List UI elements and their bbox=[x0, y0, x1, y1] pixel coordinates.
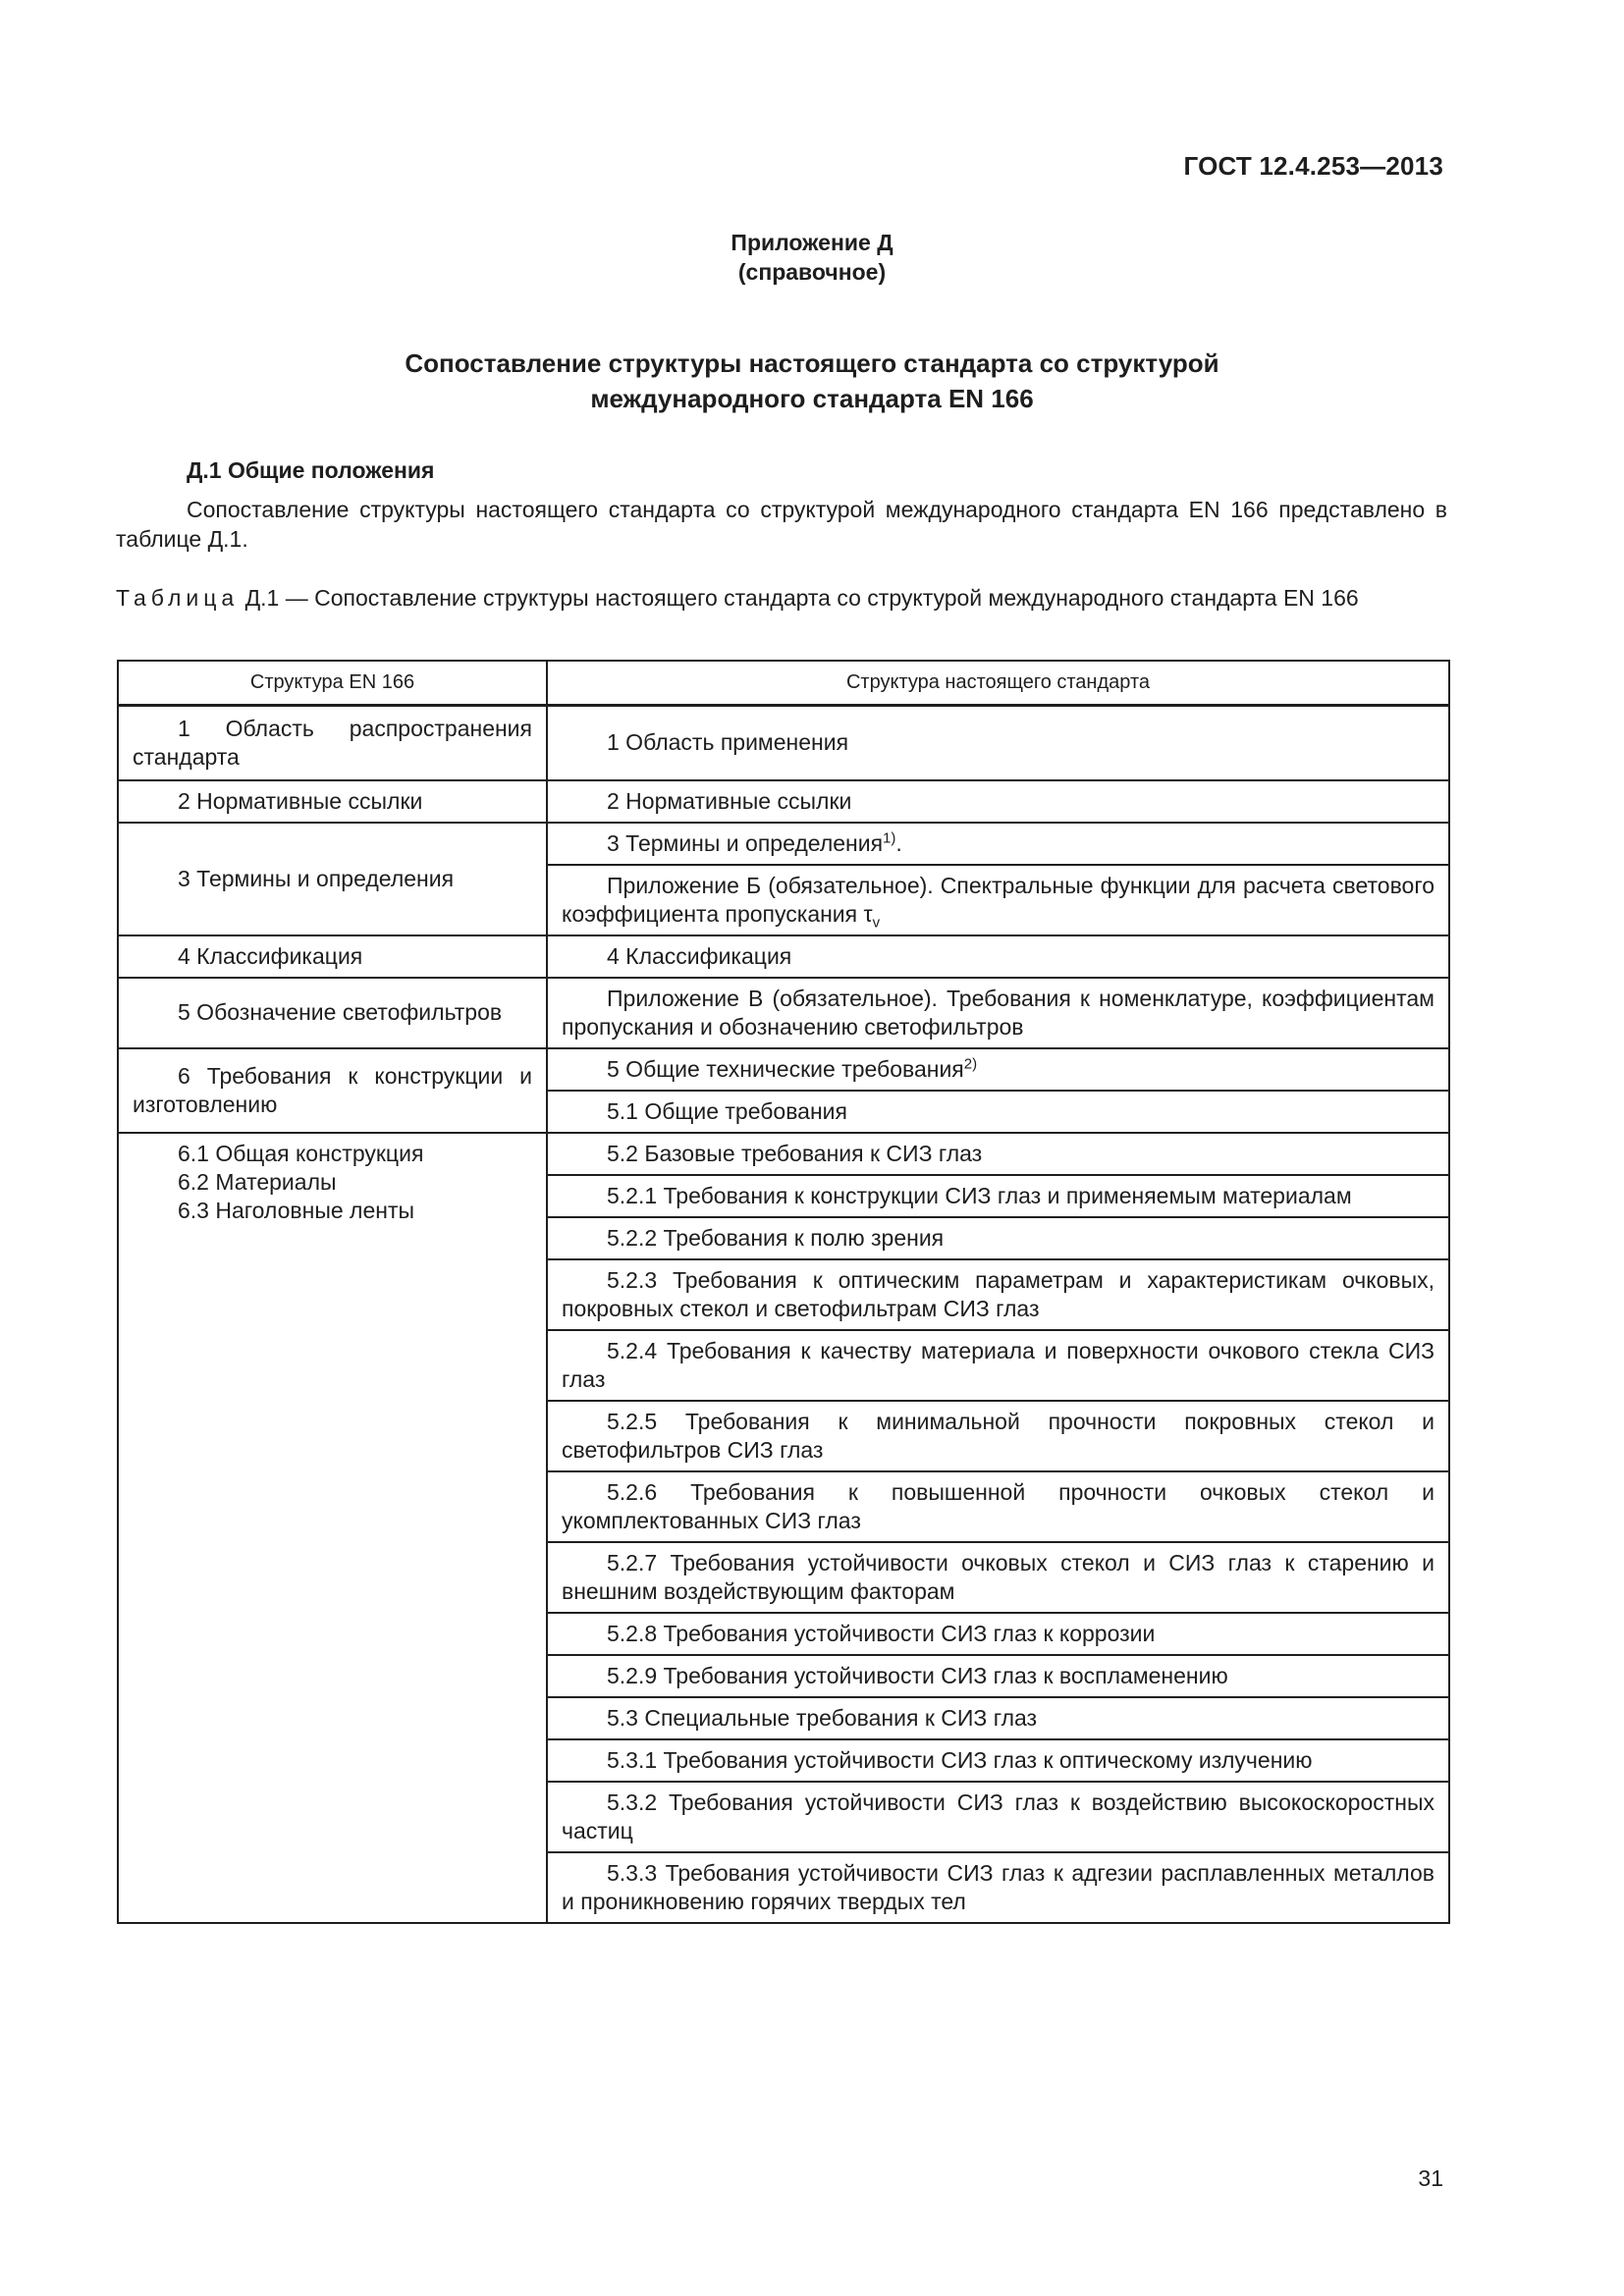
cell-standard: 4 Классификация bbox=[547, 935, 1449, 978]
cell-standard: 5.1 Общие требования bbox=[547, 1091, 1449, 1133]
footnote-mark: 2) bbox=[963, 1054, 978, 1072]
table-row bbox=[118, 823, 1449, 865]
cell-standard: 5.2.8 Требования устойчивости СИЗ глаз к коррозии bbox=[547, 1613, 1449, 1655]
cell-standard: 5.2 Базовые требования к СИЗ глаз bbox=[547, 1133, 1449, 1175]
list-item: 6.2 Материалы bbox=[178, 1168, 337, 1195]
section-paragraph: Сопоставление структуры настоящего стандарта со структурой международного стандарта EN 166 представлено в таблице Д.1. bbox=[116, 497, 1447, 552]
table-caption bbox=[116, 583, 1447, 613]
cell-standard bbox=[547, 1048, 1449, 1091]
appendix-heading bbox=[0, 228, 1624, 287]
table-row bbox=[118, 935, 1449, 978]
comparison-table bbox=[117, 660, 1450, 1924]
cell-en166-list bbox=[118, 1133, 547, 1923]
cell-standard: 5.2.5 Требования к минимальной прочности покровных стекол и светофильтров СИЗ глаз bbox=[547, 1401, 1449, 1471]
cell-standard: 1 Область применения bbox=[547, 706, 1449, 780]
footnote-mark: 1) bbox=[883, 828, 896, 846]
cell-standard: 5.3.2 Требования устойчивости СИЗ глаз к воздействию высокоскоростных частиц bbox=[547, 1782, 1449, 1852]
cell-en166: 2 Нормативные ссылки bbox=[118, 780, 547, 823]
cell-text: Приложение Б (обязательное). Спектральные функции для расчета светового коэффициента пропускания τ bbox=[562, 872, 1435, 927]
list-item: 6.1 Общая конструкция bbox=[178, 1140, 424, 1166]
document-title bbox=[0, 346, 1624, 416]
cell-standard: 5.2.4 Требования к качеству материала и поверхности очкового стекла СИЗ глаз bbox=[547, 1330, 1449, 1401]
cell-standard: 5.2.6 Требования к повышенной прочности очковых стекол и укомплектованных СИЗ глаз bbox=[547, 1471, 1449, 1542]
cell-en166: 1 Область распространения стандарта bbox=[118, 706, 547, 780]
table-row bbox=[118, 1133, 1449, 1175]
cell-standard bbox=[547, 865, 1449, 935]
appendix-type: (справочное) bbox=[737, 259, 887, 285]
appendix-title: Приложение Д bbox=[731, 230, 893, 255]
cell-text: 3 Термины и определения bbox=[607, 829, 884, 856]
title-line-2: международного стандарта EN 166 bbox=[590, 384, 1034, 413]
list-item: 6.3 Наголовные ленты bbox=[178, 1197, 415, 1223]
table-header-row bbox=[118, 661, 1449, 706]
cell-standard: 5.3 Специальные требования к СИЗ глаз bbox=[547, 1697, 1449, 1739]
cell-standard: 5.3.3 Требования устойчивости СИЗ глаз к адгезии расплавленных металлов и проникновению горячих твердых тел bbox=[547, 1852, 1449, 1923]
trailing-period: . bbox=[895, 829, 902, 856]
standard-id: ГОСТ 12.4.253—2013 bbox=[1183, 151, 1443, 181]
subscript: v bbox=[872, 914, 881, 932]
table-row bbox=[118, 978, 1449, 1048]
cell-standard: 5.3.1 Требования устойчивости СИЗ глаз к оптическому излучению bbox=[547, 1739, 1449, 1782]
section-heading: Д.1 Общие положения bbox=[187, 457, 435, 483]
cell-standard: Приложение В (обязательное). Требования к номенклатуре, коэффициентам пропускания и обозначению светофильтров bbox=[547, 978, 1449, 1048]
cell-standard: 5.2.2 Требования к полю зрения bbox=[547, 1217, 1449, 1259]
cell-en166: 5 Обозначение светофильтров bbox=[118, 978, 547, 1048]
table-caption-label: Таблица bbox=[116, 585, 240, 611]
cell-standard: 5.2.9 Требования устойчивости СИЗ глаз к воспламенению bbox=[547, 1655, 1449, 1697]
page-number: 31 bbox=[1418, 2165, 1443, 2191]
cell-en166: 6 Требования к конструкции и изготовлению bbox=[118, 1048, 547, 1133]
cell-standard bbox=[547, 823, 1449, 865]
header-this-standard: Структура настоящего стандарта bbox=[547, 661, 1449, 706]
table-row bbox=[118, 780, 1449, 823]
title-line-1: Сопоставление структуры настоящего стандарта со структурой bbox=[405, 348, 1219, 378]
cell-standard: 5.2.3 Требования к оптическим параметрам и характеристикам очковых, покровных стекол и светофильтрам СИЗ глаз bbox=[547, 1259, 1449, 1330]
cell-standard: 5.2.1 Требования к конструкции СИЗ глаз и применяемым материалам bbox=[547, 1175, 1449, 1217]
table-caption-text: Д.1 — Сопоставление структуры настоящего стандарта со структурой международного стандарта EN 166 bbox=[239, 585, 1359, 611]
cell-en166: 4 Классификация bbox=[118, 935, 547, 978]
cell-en166: 3 Термины и определения bbox=[118, 823, 547, 935]
cell-standard: 5.2.7 Требования устойчивости очковых стекол и СИЗ глаз к старению и внешним воздействующим факторам bbox=[547, 1542, 1449, 1613]
cell-text: 5 Общие технические требования bbox=[607, 1055, 964, 1082]
table-row bbox=[118, 1048, 1449, 1091]
header-en166: Структура EN 166 bbox=[118, 661, 547, 706]
table-row bbox=[118, 706, 1449, 780]
cell-standard: 2 Нормативные ссылки bbox=[547, 780, 1449, 823]
